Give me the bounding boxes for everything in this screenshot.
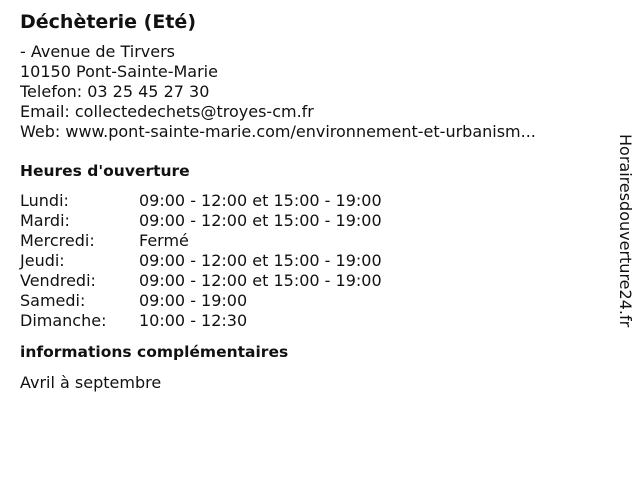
website-line[interactable]: Web: www.pont-sainte-marie.com/environnement-et-urbanism...: [20, 122, 536, 141]
info-heading: informations complémentaires: [20, 343, 289, 361]
time-value: Fermé: [139, 231, 189, 250]
hours-row-tuesday: [20, 211, 382, 231]
address-street: - Avenue de Tirvers: [20, 42, 176, 61]
day-label: Mardi:: [20, 211, 70, 230]
address-block: [20, 42, 610, 142]
info-text: Avril à septembre: [20, 373, 162, 392]
hours-heading: Heures d'ouverture: [20, 162, 190, 180]
day-label: Jeudi:: [20, 251, 65, 270]
hours-row-monday: [20, 191, 382, 211]
day-label: Lundi:: [20, 191, 69, 210]
hours-row-sunday: [20, 311, 382, 331]
phone-line[interactable]: Telefon: 03 25 45 27 30: [20, 82, 210, 101]
address-city: 10150 Pont-Sainte-Marie: [20, 62, 218, 81]
hours-row-friday: [20, 271, 382, 291]
day-label: Samedi:: [20, 291, 86, 310]
hours-row-wednesday: [20, 231, 382, 251]
email-line[interactable]: Email: collectedechets@troyes-cm.fr: [20, 102, 314, 121]
page-title: Déchèterie (Eté): [20, 11, 197, 33]
time-value: 09:00 - 12:00 et 15:00 - 19:00: [139, 271, 382, 290]
hours-row-thursday: [20, 251, 382, 271]
day-label: Vendredi:: [20, 271, 96, 290]
day-label: Dimanche:: [20, 311, 107, 330]
time-value: 10:00 - 12:30: [139, 311, 248, 330]
hours-table: [20, 191, 382, 331]
time-value: 09:00 - 12:00 et 15:00 - 19:00: [139, 191, 382, 210]
hours-row-saturday: [20, 291, 382, 311]
site-watermark: Horairesdouverture24.fr: [616, 134, 635, 328]
opening-hours-card: [20, 10, 610, 393]
day-label: Mercredi:: [20, 231, 95, 250]
time-value: 09:00 - 12:00 et 15:00 - 19:00: [139, 251, 382, 270]
time-value: 09:00 - 12:00 et 15:00 - 19:00: [139, 211, 382, 230]
time-value: 09:00 - 19:00: [139, 291, 248, 310]
